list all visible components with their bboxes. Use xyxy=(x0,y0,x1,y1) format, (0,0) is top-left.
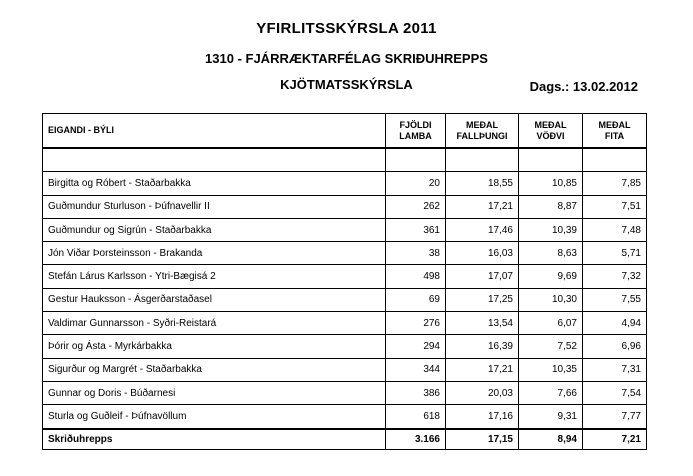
cell-muscle: 8,63 xyxy=(519,242,583,265)
cell-muscle: 10,39 xyxy=(519,218,583,241)
cell-lambs: 38 xyxy=(386,242,446,265)
column-header-fat xyxy=(583,114,647,149)
column-header-muscle xyxy=(519,114,583,149)
cell-muscle: 9,31 xyxy=(519,405,583,429)
column-header-lambs-line2: LAMBA xyxy=(399,130,432,141)
cell-owner: Jón Viðar Þorsteinsson - Brakanda xyxy=(43,242,386,265)
cell-fat: 4,94 xyxy=(583,312,647,335)
table-row xyxy=(43,312,647,335)
cell-owner: Sigurður og Margrét - Staðarbakka xyxy=(43,358,386,381)
report-subtitle: 1310 - FJÁRRÆKTARFÉLAG SKRIÐUHREPPS xyxy=(205,51,488,66)
cell-fat: 7,31 xyxy=(583,358,647,381)
cell-muscle: 6,07 xyxy=(519,312,583,335)
column-header-weight xyxy=(446,114,519,149)
total-fat: 7,21 xyxy=(583,429,647,450)
cell-lambs: 294 xyxy=(386,335,446,358)
table-row xyxy=(43,335,647,358)
cell-muscle: 10,35 xyxy=(519,358,583,381)
cell-fat: 7,85 xyxy=(583,172,647,195)
column-header-owner-line1: EIGANDI - BÝLI xyxy=(48,125,115,135)
cell-muscle: 8,87 xyxy=(519,195,583,218)
cell-lambs: 344 xyxy=(386,358,446,381)
cell-weight: 13,54 xyxy=(446,312,519,335)
report-date: Dags.: 13.02.2012 xyxy=(529,79,638,94)
cell-muscle: 10,85 xyxy=(519,172,583,195)
cell-owner: Guðmundur Sturluson - Þúfnavellir II xyxy=(43,195,386,218)
table-header-row xyxy=(43,114,647,149)
table-row xyxy=(43,265,647,288)
column-header-muscle-line1: MEÐAL xyxy=(534,119,567,130)
column-header-fat-line2: FITA xyxy=(604,130,625,141)
column-header-lambs xyxy=(386,114,446,149)
column-header-muscle-line2: VÖÐVI xyxy=(536,130,565,141)
report-table xyxy=(42,113,647,450)
table-row xyxy=(43,195,647,218)
cell-fat: 7,48 xyxy=(583,218,647,241)
cell-fat: 7,51 xyxy=(583,195,647,218)
table-row xyxy=(43,381,647,404)
cell-lambs: 618 xyxy=(386,405,446,429)
cell-lambs: 361 xyxy=(386,218,446,241)
table-row xyxy=(43,405,647,429)
header-gap-row xyxy=(43,148,647,172)
cell-weight: 17,16 xyxy=(446,405,519,429)
cell-owner: Valdimar Gunnarsson - Syðri-Reistará xyxy=(43,312,386,335)
total-muscle: 8,94 xyxy=(519,429,583,450)
table-row xyxy=(43,242,647,265)
table-row xyxy=(43,358,647,381)
column-header-weight-line2: FALLÞUNGI xyxy=(456,130,508,141)
cell-owner: Guðmundur og Sigrún - Staðarbakka xyxy=(43,218,386,241)
cell-lambs: 386 xyxy=(386,381,446,404)
cell-weight: 17,07 xyxy=(446,265,519,288)
report-name: KJÖTMATSSKÝRSLA xyxy=(280,77,413,92)
cell-owner: Stefán Lárus Karlsson - Ytri-Bægisá 2 xyxy=(43,265,386,288)
cell-weight: 18,55 xyxy=(446,172,519,195)
cell-owner: Gunnar og Doris - Búðarnesi xyxy=(43,381,386,404)
cell-weight: 17,21 xyxy=(446,358,519,381)
cell-lambs: 20 xyxy=(386,172,446,195)
cell-weight: 20,03 xyxy=(446,381,519,404)
cell-weight: 17,21 xyxy=(446,195,519,218)
table-row xyxy=(43,288,647,311)
cell-fat: 5,71 xyxy=(583,242,647,265)
column-header-weight-line1: MEÐAL xyxy=(466,119,498,130)
report-title: YFIRLITSSKÝRSLA 2011 xyxy=(256,20,437,37)
cell-fat: 7,32 xyxy=(583,265,647,288)
total-weight: 17,15 xyxy=(446,429,519,450)
cell-owner: Sturla og Guðleif - Þúfnavöllum xyxy=(43,405,386,429)
cell-lambs: 69 xyxy=(386,288,446,311)
total-row xyxy=(43,429,647,450)
cell-fat: 6,96 xyxy=(583,335,647,358)
cell-lambs: 498 xyxy=(386,265,446,288)
cell-fat: 7,77 xyxy=(583,405,647,429)
table-row xyxy=(43,172,647,195)
cell-weight: 16,03 xyxy=(446,242,519,265)
cell-weight: 17,25 xyxy=(446,288,519,311)
cell-lambs: 276 xyxy=(386,312,446,335)
cell-owner: Þórir og Ásta - Myrkárbakka xyxy=(43,335,386,358)
cell-muscle: 7,52 xyxy=(519,335,583,358)
table-row xyxy=(43,218,647,241)
cell-muscle: 7,66 xyxy=(519,381,583,404)
cell-owner: Gestur Hauksson - Ásgerðarstaðasel xyxy=(43,288,386,311)
cell-muscle: 10,30 xyxy=(519,288,583,311)
cell-muscle: 9,69 xyxy=(519,265,583,288)
column-header-lambs-line1: FJÖLDI xyxy=(399,119,432,130)
cell-weight: 16,39 xyxy=(446,335,519,358)
cell-fat: 7,55 xyxy=(583,288,647,311)
column-header-owner xyxy=(43,114,386,149)
cell-weight: 17,46 xyxy=(446,218,519,241)
total-name: Skriðuhrepps xyxy=(43,429,386,450)
cell-owner: Birgitta og Róbert - Staðarbakka xyxy=(43,172,386,195)
column-header-fat-line1: MEÐAL xyxy=(598,119,631,130)
cell-lambs: 262 xyxy=(386,195,446,218)
cell-fat: 7,54 xyxy=(583,381,647,404)
total-lambs: 3.166 xyxy=(386,429,446,450)
